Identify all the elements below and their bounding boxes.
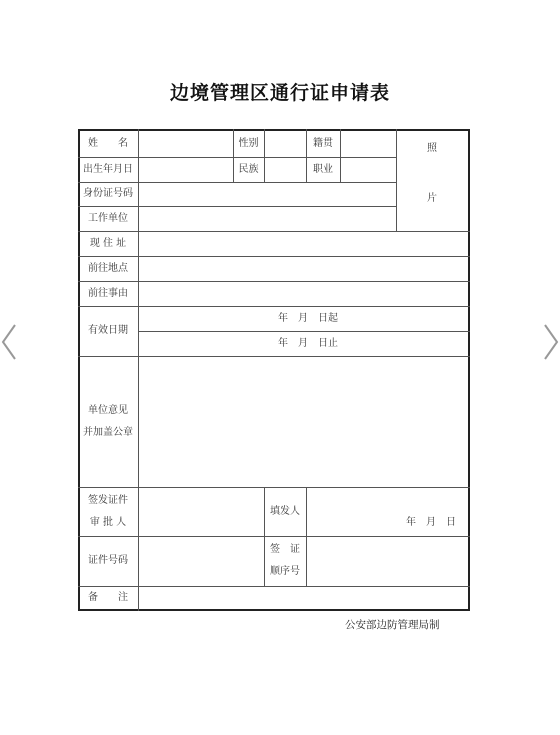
valid-from-field[interactable]: 年 月 日起 xyxy=(278,312,338,324)
sign-date-field[interactable]: 年 月 日 xyxy=(406,517,456,528)
issuer-footer: 公安部边防管理局制 xyxy=(345,619,440,631)
label-current-address: 现 住 址 xyxy=(89,237,127,249)
label-remarks: 备 注 xyxy=(88,591,128,603)
approver-line-1: 签发证件 xyxy=(88,494,128,506)
label-cert-number: 证件号码 xyxy=(88,555,128,566)
approver-line-2: 审 批 人 xyxy=(89,516,127,528)
gender-field[interactable] xyxy=(264,131,306,157)
label-birth-date: 出生年月日 xyxy=(83,163,133,175)
id-number-field[interactable] xyxy=(138,182,396,206)
current-address-field[interactable] xyxy=(138,231,468,256)
native-place-field[interactable] xyxy=(340,131,396,157)
label-filler: 填发人 xyxy=(270,505,300,517)
remarks-field[interactable] xyxy=(138,586,468,609)
approver-field[interactable] xyxy=(138,487,264,536)
label-name: 姓 名 xyxy=(88,138,128,149)
occupation-field[interactable] xyxy=(340,157,396,182)
next-arrow-icon[interactable] xyxy=(542,322,560,362)
purpose-field[interactable] xyxy=(138,281,468,306)
photo-area[interactable] xyxy=(396,131,468,231)
label-native-place: 籍贯 xyxy=(313,138,333,149)
unit-opinion-line-2: 并加盖公章 xyxy=(83,426,133,438)
unit-opinion-field[interactable] xyxy=(138,356,468,487)
form-title: 边境管理区通行证申请表 xyxy=(169,82,390,104)
photo-label-bottom: 片 xyxy=(427,193,437,204)
label-ethnicity: 民族 xyxy=(238,163,259,175)
name-field[interactable] xyxy=(138,131,233,157)
birth-date-field[interactable] xyxy=(138,157,233,182)
label-gender: 性别 xyxy=(238,138,259,149)
prev-arrow-icon[interactable] xyxy=(0,322,18,362)
label-valid-period: 有效日期 xyxy=(88,325,128,336)
cert-number-field[interactable] xyxy=(138,536,264,586)
label-occupation: 职业 xyxy=(313,163,333,175)
visa-line-2: 顺序号 xyxy=(270,566,300,577)
label-unit-opinion xyxy=(78,356,138,487)
visa-line-1: 签 证 xyxy=(270,544,300,555)
photo-label-top: 照 xyxy=(427,143,437,154)
label-purpose: 前往事由 xyxy=(88,287,128,299)
valid-to-field[interactable]: 年 月 日止 xyxy=(278,337,338,349)
visa-sequence-field[interactable] xyxy=(306,536,468,586)
work-unit-field[interactable] xyxy=(138,206,396,231)
label-visa-sequence xyxy=(264,536,306,586)
unit-opinion-line-1: 单位意见 xyxy=(88,404,128,416)
label-id-number: 身份证号码 xyxy=(83,188,133,199)
label-approver xyxy=(78,487,138,536)
destination-field[interactable] xyxy=(138,256,468,281)
label-destination: 前往地点 xyxy=(88,262,128,274)
ethnicity-field[interactable] xyxy=(264,157,306,182)
label-work-unit: 工作单位 xyxy=(88,212,128,224)
